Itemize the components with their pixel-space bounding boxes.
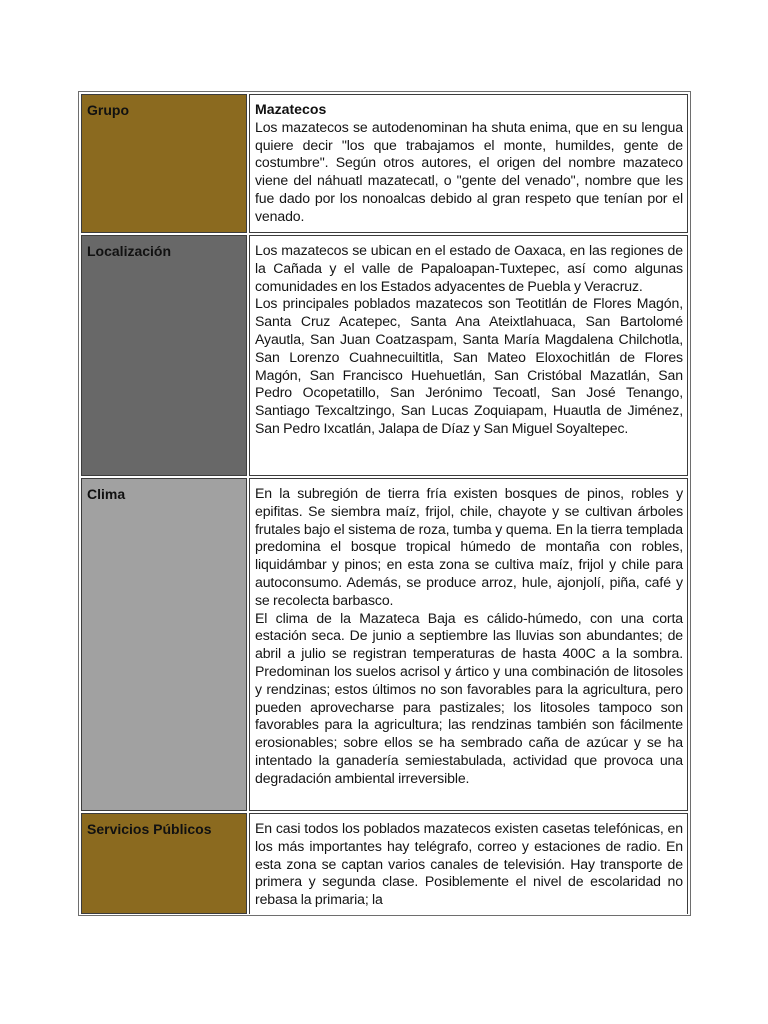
table-row-localizacion	[81, 235, 688, 476]
row-content-clima	[249, 478, 688, 811]
table-row-grupo	[81, 94, 688, 233]
table-row-servicios-publicos	[81, 813, 688, 914]
content-paragraph: Los mazatecos se ubican en el estado de Oaxaca, en las regiones de la Cañada y el valle de Papaloapan-Tuxtepec, así como algunas comunidades en los Estados adyacentes de Puebla y Veracruz.	[255, 242, 683, 294]
content-paragraph: Los mazatecos se autodenominan ha shuta enima, que en su lengua quiere decir "los que trabajamos el monte, humildes, gente de costumbre". Según otros autores, el origen del nombre mazateco viene del náhuatl mazatecatl, o "gente del venado", nombre que les fue dado por los nonoalcas debido al gran respeto que tenían por el venado.	[255, 118, 683, 224]
row-content-servicios-publicos	[249, 813, 688, 914]
content-paragraph: En casi todos los poblados mazatecos existen casetas telefónicas, en los más importantes hay telégrafo, correo y estaciones de radio. En esta zona se captan varios canales de televisión. Hay transporte de primera y segunda clase. Posiblemente el nivel de escolaridad no rebasa la primaria; la	[255, 820, 683, 908]
row-label-grupo: Grupo	[81, 94, 247, 233]
info-table	[78, 91, 691, 916]
content-paragraph: En la subregión de tierra fría existen bosques de pinos, robles y epifitas. Se siembra maíz, frijol, chile, chayote y se cultivan árboles frutales bajo el sistema de roza, tumba y quema. En la tierra templada predomina el bosque tropical húmedo de montaña con robles, liquidámbar y pinos; en esta zona se cultiva maíz, frijol y chile para autoconsumo. Además, se produce arroz, hule, ajonjolí, piña, café y se recolecta barbasco.	[255, 485, 683, 608]
group-name-heading: Mazatecos	[255, 101, 327, 117]
row-label-servicios-publicos: Servicios Públicos	[81, 813, 247, 914]
content-paragraph: El clima de la Mazateca Baja es cálido-húmedo, con una corta estación seca. De junio a septiembre las lluvias son abundantes; de abril a julio se registran temperaturas de hasta 400C a la sombra. Predominan los suelos acrisol y ártico y una combinación de litosoles y rendzinas; estos últimos no son favorables para la agricultura, pero pueden aprovecharse para pastizales; los litosoles tampoco son favorables para la agricultura; las rendzinas también son fácilmente erosionables; sobre ellos se ha sembrado caña de azúcar y se ha intentado la ganadería semiestabulada, actividad que provoca una degradación ambiental irreversible.	[255, 609, 683, 786]
row-content-grupo	[249, 94, 688, 233]
row-label-clima: Clima	[81, 478, 247, 811]
row-content-localizacion	[249, 235, 688, 476]
row-label-localizacion: Localización	[81, 235, 247, 476]
content-paragraph: Los principales poblados mazatecos son Teotitlán de Flores Magón, Santa Cruz Acatepec, Santa Ana Ateixtlahuaca, San Bartolomé Ayautla, San Juan Coatzaspam, Santa María Magdalena Chilchotla, San Lorenzo Cuahnecuiltitla, San Mateo Eloxochitlán de Flores Magón, San Francisco Huehuetlán, San Cristóbal Mazatlán, San Pedro Ocopetatillo, San Jerónimo Tecoatl, San José Tenango, Santiago Texcaltzingo, San Lucas Zoquiapam, Huautla de Jiménez, San Pedro Ixcatlán, Jalapa de Díaz y San Miguel Soyaltepec.	[255, 295, 683, 436]
table-row-clima	[81, 478, 688, 811]
